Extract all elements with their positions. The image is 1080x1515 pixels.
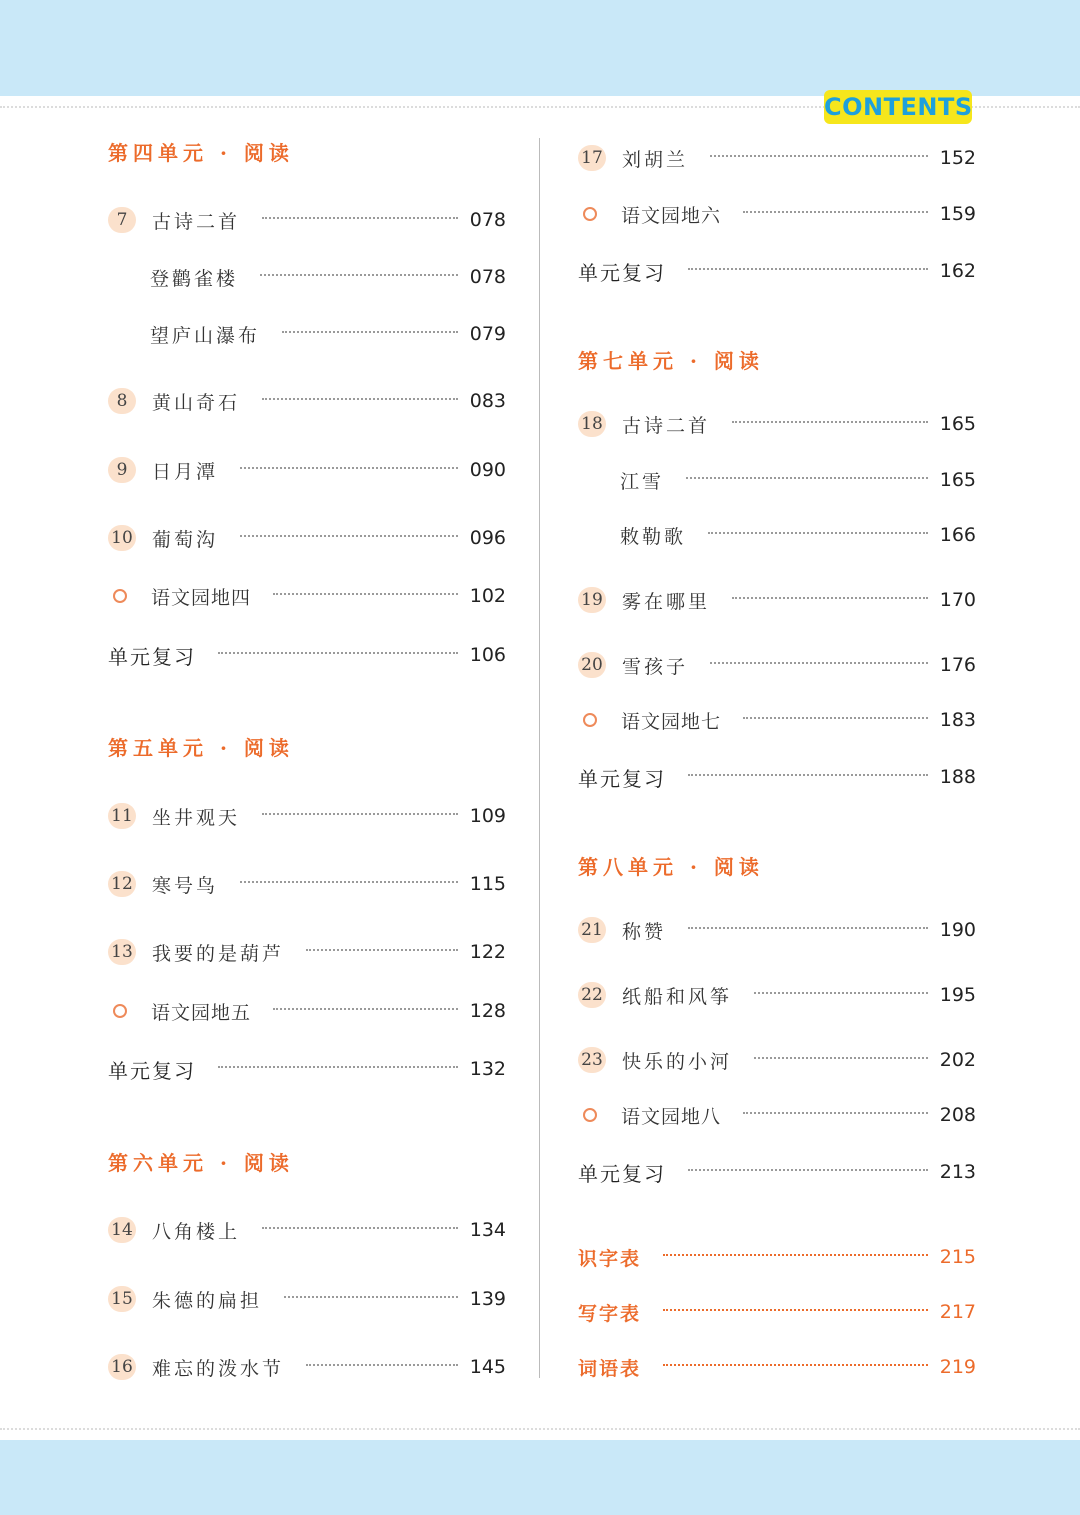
toc-entry[interactable] — [108, 386, 506, 416]
page-number: 096 — [469, 527, 506, 549]
unit-heading — [108, 731, 506, 761]
dot-leader — [663, 1309, 928, 1311]
page-number: 159 — [939, 203, 976, 225]
dot-leader — [743, 211, 928, 213]
toc-entry-review[interactable] — [108, 1054, 506, 1084]
toc-entry[interactable] — [108, 205, 506, 235]
page-number: 078 — [469, 266, 506, 288]
page-number: 176 — [939, 654, 976, 676]
dot-leader — [262, 813, 458, 815]
lesson-number: 8 — [108, 388, 136, 414]
lesson-title: 难忘的泼水节 — [152, 1357, 285, 1380]
dot-leader — [663, 1254, 928, 1256]
bottom-band — [0, 1440, 1080, 1515]
circle-bullet-icon — [583, 713, 597, 727]
toc-entry[interactable] — [578, 585, 976, 615]
review-title: 单元复习 — [578, 766, 666, 791]
lesson-title: 纸船和风筝 — [622, 985, 733, 1008]
page-number: 145 — [469, 1356, 506, 1378]
page-number: 213 — [939, 1161, 976, 1183]
dot-leader — [282, 331, 458, 333]
page-number: 106 — [469, 644, 506, 666]
lesson-number: 7 — [108, 207, 136, 233]
lesson-number: 10 — [108, 525, 136, 551]
page-number: 183 — [939, 709, 976, 731]
lesson-title: 日月潭 — [152, 460, 219, 483]
page-number: 215 — [939, 1246, 976, 1268]
page-number: 102 — [469, 585, 506, 607]
toc-entry[interactable] — [108, 1352, 506, 1382]
lesson-title: 古诗二首 — [152, 210, 241, 233]
page-number: 162 — [939, 260, 976, 282]
garden-title: 语文园地七 — [621, 710, 722, 733]
toc-entry[interactable] — [108, 1215, 506, 1245]
dot-leader — [688, 927, 928, 929]
toc-entry-garden[interactable] — [578, 1100, 976, 1130]
toc-entry[interactable] — [578, 915, 976, 945]
dot-leader — [663, 1364, 928, 1366]
toc-entry-review[interactable] — [578, 1157, 976, 1187]
page-number: 132 — [469, 1058, 506, 1080]
toc-entry-appendix[interactable] — [578, 1297, 976, 1327]
appendix-title: 写字表 — [578, 1302, 642, 1325]
lesson-number: 19 — [578, 587, 606, 613]
lesson-number: 17 — [578, 145, 606, 171]
dot-leader — [240, 467, 458, 469]
dot-leader — [240, 535, 458, 537]
toc-entry-review[interactable] — [578, 256, 976, 286]
circle-bullet-icon — [583, 1108, 597, 1122]
toc-entry-garden[interactable] — [578, 705, 976, 735]
dot-leader — [732, 597, 928, 599]
page-number: 090 — [469, 459, 506, 481]
poem-title: 敕勒歌 — [620, 525, 687, 548]
unit-heading — [108, 1146, 506, 1176]
lesson-title: 雾在哪里 — [622, 590, 711, 613]
toc-entry-review[interactable] — [108, 640, 506, 670]
toc-entry[interactable] — [578, 1045, 976, 1075]
toc-entry[interactable] — [578, 143, 976, 173]
dot-leader — [710, 662, 928, 664]
page-number: 195 — [939, 984, 976, 1006]
page-number: 219 — [939, 1356, 976, 1378]
garden-title: 语文园地八 — [621, 1105, 722, 1128]
toc-entry[interactable] — [578, 980, 976, 1010]
lesson-number: 22 — [578, 982, 606, 1008]
unit-heading-text: 第七单元 · 阅读 — [578, 348, 764, 373]
column-divider — [539, 138, 540, 1378]
toc-entry[interactable] — [108, 523, 506, 553]
toc-entry-garden[interactable] — [578, 199, 976, 229]
unit-heading — [578, 344, 976, 374]
lesson-title: 称赞 — [622, 920, 667, 943]
top-band — [0, 0, 1080, 96]
page-number: 115 — [469, 873, 506, 895]
toc-entry[interactable] — [578, 650, 976, 680]
review-title: 单元复习 — [578, 260, 666, 285]
lesson-title: 刘胡兰 — [622, 148, 689, 171]
lesson-number: 15 — [108, 1286, 136, 1312]
lesson-number: 12 — [108, 871, 136, 897]
dot-leader — [688, 268, 928, 270]
page-number: 078 — [469, 209, 506, 231]
lesson-title: 坐井观天 — [152, 806, 241, 829]
lesson-number: 16 — [108, 1354, 136, 1380]
poem-title: 江雪 — [620, 470, 665, 493]
dot-leader — [273, 1008, 458, 1010]
unit-heading-text: 第六单元 · 阅读 — [108, 1150, 294, 1175]
lesson-title: 古诗二首 — [622, 414, 711, 437]
page-number: 079 — [469, 323, 506, 345]
lesson-number: 11 — [108, 803, 136, 829]
review-title: 单元复习 — [108, 644, 196, 669]
toc-entry-review[interactable] — [578, 762, 976, 792]
review-title: 单元复习 — [578, 1161, 666, 1186]
toc-subentry[interactable] — [578, 465, 976, 495]
toc-entry[interactable] — [108, 801, 506, 831]
toc-entry[interactable] — [108, 869, 506, 899]
toc-entry[interactable] — [108, 1284, 506, 1314]
garden-title: 语文园地五 — [151, 1001, 252, 1024]
contents-badge: CONTENTS — [824, 90, 972, 124]
lesson-title: 寒号鸟 — [152, 874, 219, 897]
unit-heading-text: 第五单元 · 阅读 — [108, 735, 294, 760]
lesson-title: 八角楼上 — [152, 1220, 241, 1243]
dot-leader — [754, 1057, 928, 1059]
dot-leader — [754, 992, 928, 994]
toc-subentry[interactable] — [108, 262, 506, 292]
toc-entry[interactable] — [108, 455, 506, 485]
circle-bullet-icon — [583, 207, 597, 221]
page-number: 170 — [939, 589, 976, 611]
lesson-number: 14 — [108, 1217, 136, 1243]
toc-entry-appendix[interactable] — [578, 1242, 976, 1272]
page-number: 202 — [939, 1049, 976, 1071]
toc-entry-appendix[interactable] — [578, 1352, 976, 1382]
page-number: 188 — [939, 766, 976, 788]
dot-leader — [708, 532, 928, 534]
dot-leader — [688, 774, 928, 776]
appendix-title: 词语表 — [578, 1357, 642, 1380]
dot-leader — [218, 1066, 458, 1068]
page-number: 217 — [939, 1301, 976, 1323]
poem-title: 望庐山瀑布 — [150, 324, 261, 347]
circle-bullet-icon — [113, 589, 127, 603]
lesson-title: 朱德的扁担 — [152, 1289, 263, 1312]
page-number: 109 — [469, 805, 506, 827]
poem-title: 登鹳雀楼 — [150, 267, 239, 290]
review-title: 单元复习 — [108, 1058, 196, 1083]
circle-bullet-icon — [113, 1004, 127, 1018]
dot-leader — [284, 1296, 458, 1298]
bottom-dotted-rule — [0, 1428, 1080, 1430]
dot-leader — [273, 593, 458, 595]
unit-heading-text: 第八单元 · 阅读 — [578, 854, 764, 879]
dot-leader — [262, 217, 458, 219]
unit-heading — [108, 136, 506, 166]
page-number: 122 — [469, 941, 506, 963]
page-number: 190 — [939, 919, 976, 941]
dot-leader — [240, 881, 458, 883]
dot-leader — [688, 1169, 928, 1171]
toc-entry-garden[interactable] — [108, 581, 506, 611]
page-number: 083 — [469, 390, 506, 412]
dot-leader — [306, 1364, 458, 1366]
lesson-title: 雪孩子 — [622, 655, 689, 678]
toc-entry[interactable] — [578, 409, 976, 439]
appendix-title: 识字表 — [578, 1247, 642, 1270]
toc-subentry[interactable] — [108, 319, 506, 349]
garden-title: 语文园地六 — [621, 204, 722, 227]
unit-heading — [578, 850, 976, 880]
page-number: 134 — [469, 1219, 506, 1241]
dot-leader — [218, 652, 458, 654]
lesson-number: 13 — [108, 939, 136, 965]
lesson-number: 23 — [578, 1047, 606, 1073]
toc-entry[interactable] — [108, 937, 506, 967]
unit-heading-text: 第四单元 · 阅读 — [108, 140, 294, 165]
lesson-number: 20 — [578, 652, 606, 678]
lesson-title: 葡萄沟 — [152, 528, 219, 551]
dot-leader — [732, 421, 928, 423]
lesson-title: 黄山奇石 — [152, 391, 241, 414]
dot-leader — [262, 398, 458, 400]
dot-leader — [743, 1112, 928, 1114]
dot-leader — [262, 1227, 458, 1229]
lesson-number: 18 — [578, 411, 606, 437]
page-number: 165 — [939, 469, 976, 491]
dot-leader — [306, 949, 458, 951]
lesson-number: 9 — [108, 457, 136, 483]
dot-leader — [260, 274, 458, 276]
lesson-number: 21 — [578, 917, 606, 943]
toc-subentry[interactable] — [578, 520, 976, 550]
dot-leader — [743, 717, 928, 719]
lesson-title: 我要的是葫芦 — [152, 942, 285, 965]
page-number: 166 — [939, 524, 976, 546]
dot-leader — [710, 155, 928, 157]
garden-title: 语文园地四 — [151, 586, 252, 609]
page-number: 139 — [469, 1288, 506, 1310]
page-number: 152 — [939, 147, 976, 169]
page-number: 128 — [469, 1000, 506, 1022]
lesson-title: 快乐的小河 — [622, 1050, 733, 1073]
page-number: 165 — [939, 413, 976, 435]
page-number: 208 — [939, 1104, 976, 1126]
dot-leader — [686, 477, 928, 479]
toc-entry-garden[interactable] — [108, 996, 506, 1026]
